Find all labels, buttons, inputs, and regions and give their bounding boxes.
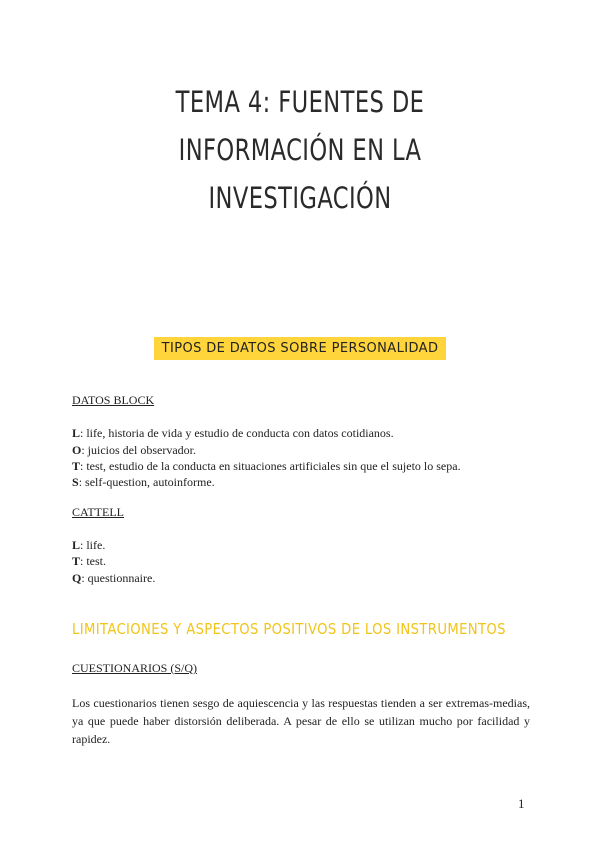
section-heading-highlighted: TIPOS DE DATOS SOBRE PERSONALIDAD (154, 337, 447, 360)
datos-item-l (72, 426, 394, 441)
item-text: : questionnaire. (81, 571, 156, 585)
subheading-cattell: CATTELL (72, 505, 124, 519)
item-text: : test. (80, 554, 107, 568)
item-key: Q (72, 571, 82, 585)
datos-item-s (72, 475, 215, 490)
item-text: : juicios del observador. (81, 443, 196, 457)
document-title: TEMA 4: FUENTES DE INFORMACIÓN EN LA INVESTIGACIÓN (175, 85, 425, 215)
cattell-item-q (72, 571, 155, 586)
cuestionarios-paragraph: Los cuestionarios tienen sesgo de aquiescencia y las respuestas tienden a ser extremas-medias, ya que puede haber distorsión deliberada. A pesar de ello se utilizan mucho por facilidad y rapidez. (72, 696, 530, 746)
datos-item-t (72, 459, 461, 474)
item-text: : life, historia de vida y estudio de conducta con datos cotidianos. (80, 426, 394, 440)
item-key: T (72, 459, 81, 473)
item-text: : test, estudio de la conducta en situaciones artificiales sin que el sujeto lo sepa. (80, 459, 461, 473)
item-key: O (72, 443, 82, 457)
subheading-datos-block: DATOS BLOCK (72, 393, 155, 407)
cattell-item-l (72, 538, 105, 553)
cattell-item-t (72, 554, 106, 569)
section-heading-limitaciones: LIMITACIONES Y ASPECTOS POSITIVOS DE LOS INSTRUMENTOS (72, 620, 506, 638)
item-key: L (72, 538, 81, 552)
item-key: S (72, 475, 79, 489)
datos-item-o (72, 443, 196, 458)
subheading-cuestionarios: CUESTIONARIOS (S/Q) (72, 661, 198, 675)
item-text: : life. (80, 538, 106, 552)
item-text: : self-question, autoinforme. (78, 475, 215, 489)
item-key: L (72, 426, 81, 440)
page-number: 1 (518, 796, 525, 811)
item-key: T (72, 554, 81, 568)
section-heading-wrap (0, 337, 600, 360)
